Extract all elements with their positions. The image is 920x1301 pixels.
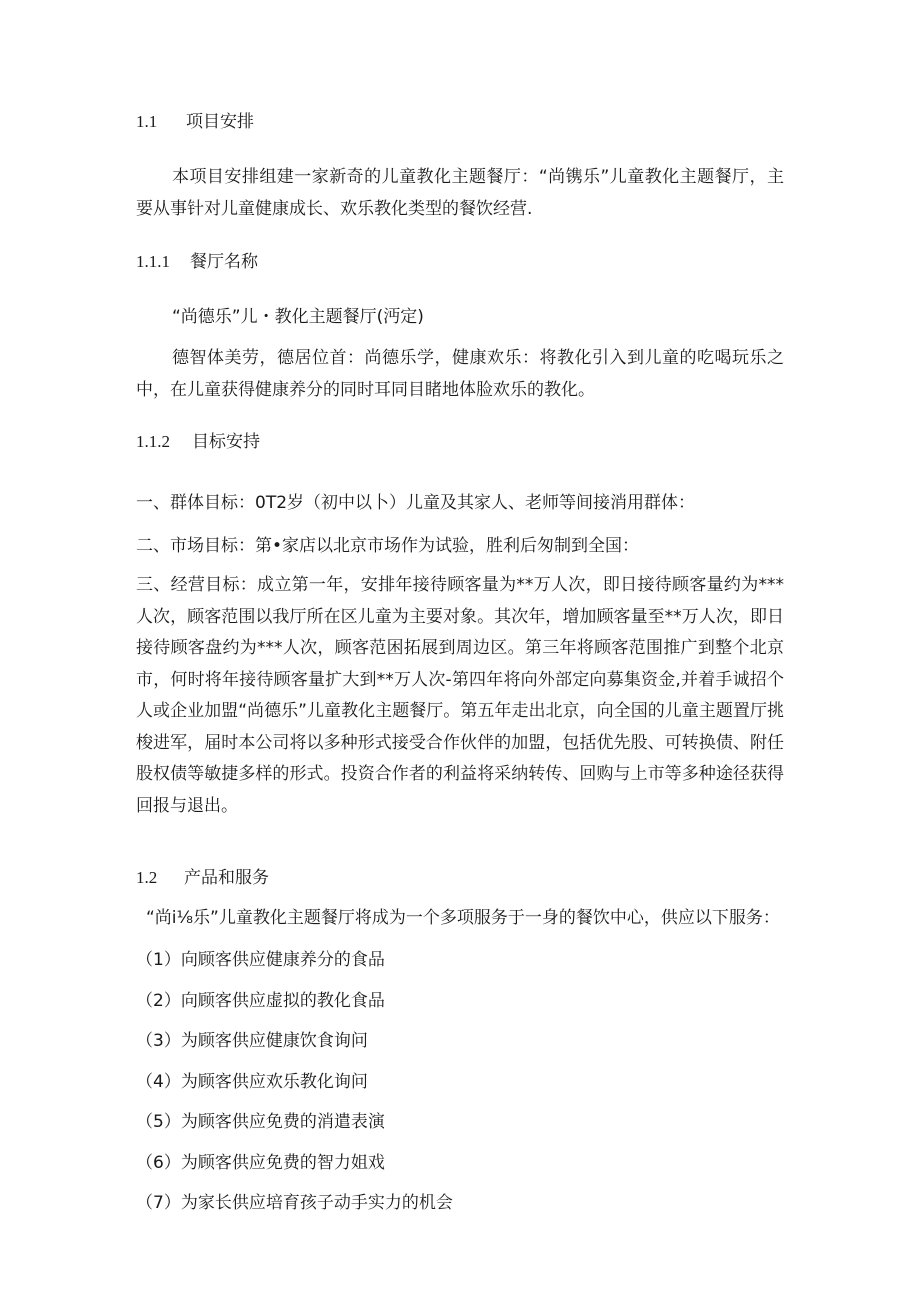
section-title: 餐厅名称 <box>190 252 258 272</box>
section-number: 1.1.2 <box>136 432 170 451</box>
intro-paragraph: 本项目安排组建一家新奇的儿童教化主题餐厅：“尚镌乐”儿童教化主题餐厅，主要从事针对儿童健康成长、欢乐教化类型的餐饮经营. <box>136 167 784 219</box>
section-heading-1-1-2 <box>136 430 260 454</box>
section-heading-1-1 <box>136 110 254 134</box>
goal-group: 一、群体目标：0T2岁（初中以卜）儿童及其家人、老师等间接消用群体： <box>136 493 696 513</box>
section-heading-1-2 <box>136 866 269 890</box>
services-intro: “尚i⅛乐”儿童教化主题餐厅将成为一个多项服务于一身的餐饮中心，供应以下服务： <box>146 908 780 928</box>
list-item: （2）向顾客供应虚拟的教化食品 <box>136 990 385 1011</box>
section-number: 1.1 <box>136 112 158 131</box>
section-title: 项目安排 <box>186 112 254 132</box>
list-item: （5）为顾客供应免费的消遣表演 <box>136 1112 385 1132</box>
section-heading-1-1-1 <box>136 250 258 274</box>
restaurant-name-line: “尚德乐”儿・教化主题餐厅(沔定) <box>172 307 424 327</box>
section-number: 1.2 <box>136 868 158 887</box>
list-item: （4）为顾客供应欢乐教化询问 <box>136 1071 368 1092</box>
motto-paragraph: 德智体美劳，德居位首：尚德乐学，健康欢乐：将教化引入到儿童的吃喝玩乐之中，在儿童获得健康养分的同时耳同目睹地体脸欢乐的教化。 <box>136 348 784 400</box>
goal-business: 三、经营目标：成立第一年，安排年接待顾客量为**万人次，即日接待顾客量约为***人次，顾客范围以我厅所在区儿童为主要对象。其次年，增加顾客量至**万人次，即日接待顾客盘约为***人次，顾客范困拓展到周边区。第三年将顾客范围推广到整个北京市，何时将年接待顾客量扩大到**万人次-第四年将向外部定向募集资金,并着手诚招个人或企业加盟“尚德乐”儿童教化主题餐厅。第五年走出北京，向全国的儿童主题置厅挑梭进军，届时本公司将以多种形式接受合作伙伴的加盟，包括优先股、可转换债、附任股权债等敏捷多样的形式。投资合作者的利益将采纳转传、回购与上市等多种途径获得回报与退出。 <box>136 575 784 816</box>
section-number: 1.1.1 <box>136 252 170 271</box>
section-title: 产品和服务 <box>184 868 269 888</box>
list-item: （6）为顾客供应免费的智力姐戏 <box>136 1152 385 1173</box>
services-list <box>136 948 453 1232</box>
list-item: （3）为顾客供应健康饮食询问 <box>136 1031 368 1051</box>
goal-market: 二、市场目标：第•家店以北京市场作为试验，胜利后匆制到全国： <box>136 536 640 556</box>
section-title: 目标安持 <box>192 432 260 452</box>
list-item: （1）向顾客供应健康养分的食品 <box>136 950 385 970</box>
list-item: （7）为家长供应培育孩子动手实力的机会 <box>136 1193 453 1213</box>
